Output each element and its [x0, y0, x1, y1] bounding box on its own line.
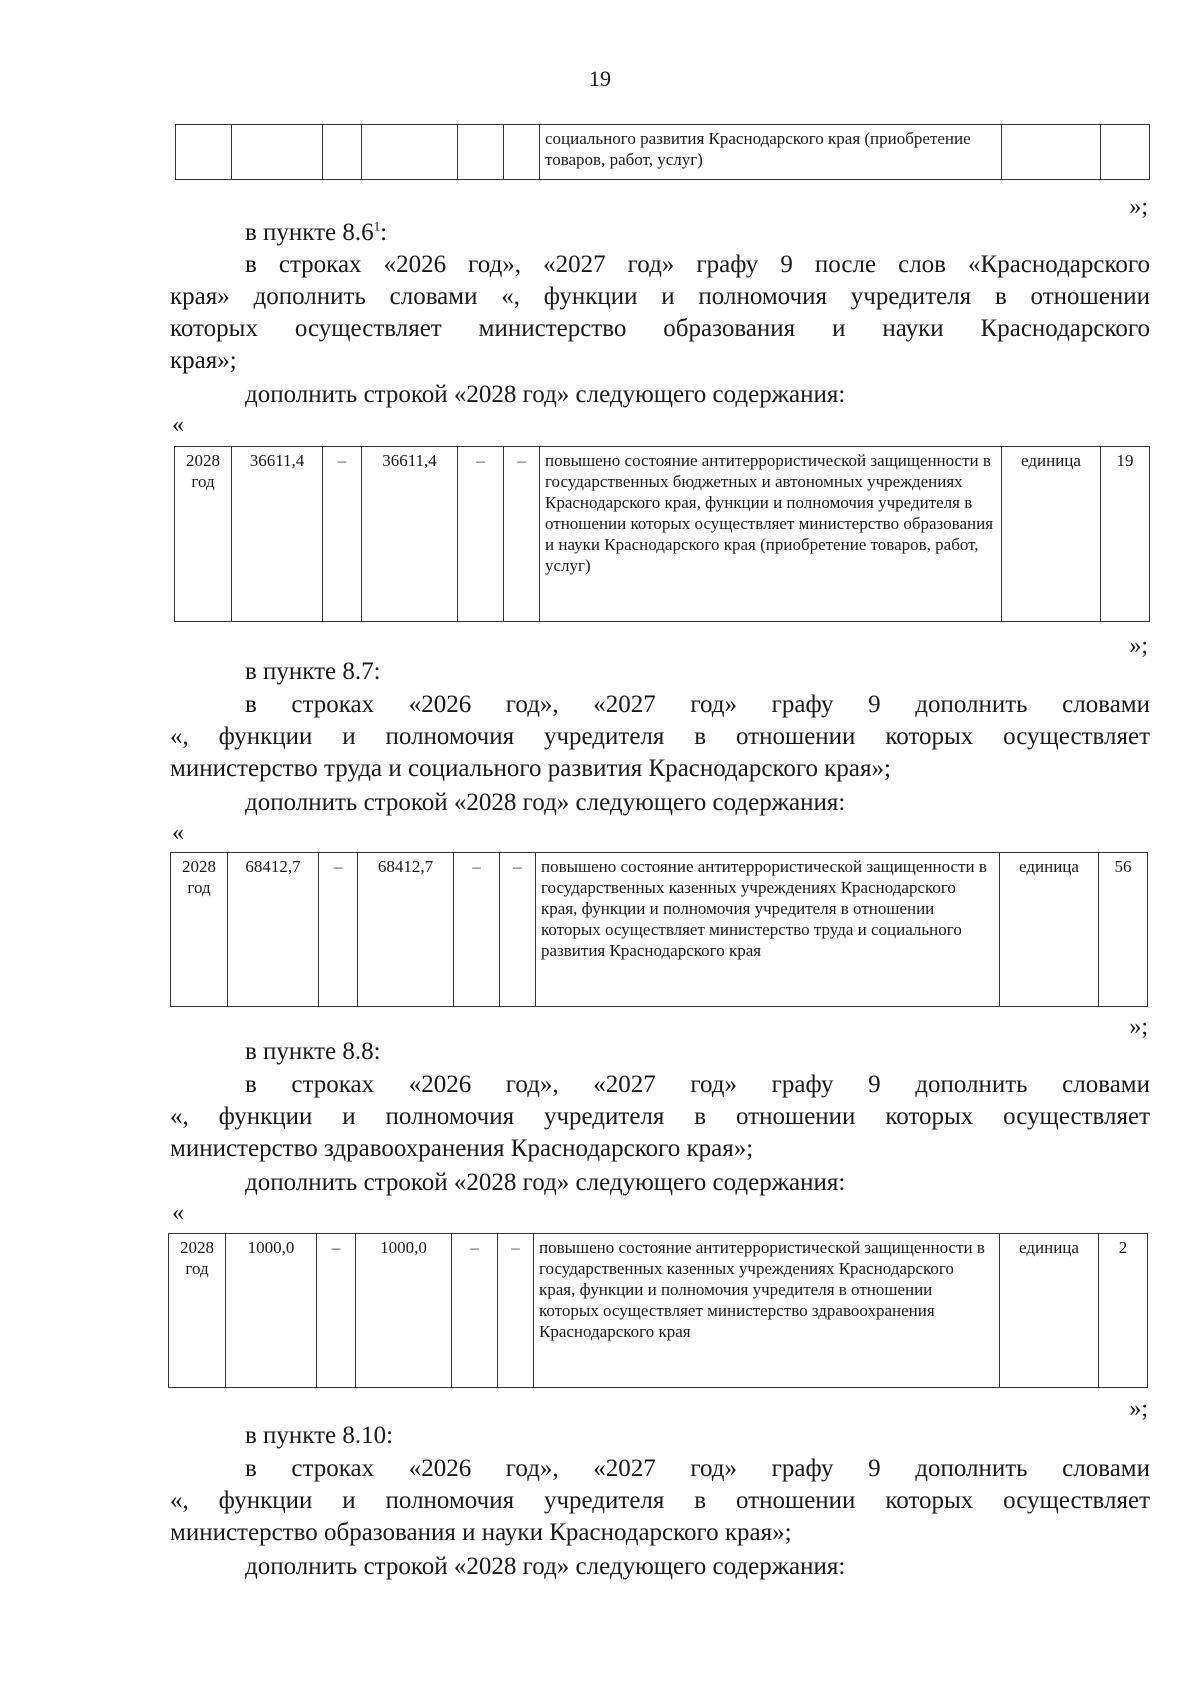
body-line: края»;	[170, 347, 237, 374]
table-cell-dash: –	[323, 447, 362, 622]
table-cell-dash: –	[500, 853, 536, 1007]
table-cell-amount: 36611,4	[232, 447, 323, 622]
table-cell-year: 2028 год	[175, 447, 232, 622]
table-2028-row	[168, 1233, 1148, 1388]
table-cell-dash: –	[452, 1234, 498, 1388]
table-cell-description: социального развития Краснодарского края (приобретение товаров, работ, услуг)	[540, 125, 1002, 180]
table-cell-description: повышено состояние антитеррористической защищенности в государственных казенных учреждениях Краснодарского края, функции и полномочия учредителя в отношении которых осуществляет министерство труда и социального развития Краснодарского края	[536, 853, 1000, 1007]
closing-quote-mark: »;	[1129, 1396, 1148, 1422]
table-continuation	[175, 124, 1150, 180]
body-line: в строках «2026 год», «2027 год» графу 9 дополнить словами	[245, 1071, 1150, 1098]
closing-quote-mark: »;	[1129, 1014, 1148, 1040]
table-2028-row	[174, 446, 1150, 622]
table-cell-description: повышено состояние антитеррористической защищенности в государственных казенных учреждениях Краснодарского края, функции и полномочия учредителя в отношении которых осуществляет министерство здравоохранения Краснодарского края	[534, 1234, 1000, 1388]
table-cell-value: 56	[1099, 853, 1148, 1007]
body-line: министерство образования и науки Краснодарского края»;	[170, 1519, 792, 1546]
table-cell-dash: –	[458, 447, 504, 622]
add-row-instruction: дополнить строкой «2028 год» следующего содержания:	[245, 789, 846, 816]
body-line: министерство труда и социального развития Краснодарского края»;	[170, 755, 891, 782]
table-cell-dash: –	[504, 447, 540, 622]
body-line: «, функции и полномочия учредителя в отношении которых осуществляет	[170, 723, 1150, 750]
table-cell-amount: 1000,0	[226, 1234, 317, 1388]
table-cell-amount: 36611,4	[362, 447, 458, 622]
body-line: в строках «2026 год», «2027 год» графу 9 дополнить словами	[245, 1455, 1150, 1482]
table-cell-dash: –	[498, 1234, 534, 1388]
section-heading: в пункте 8.10:	[245, 1422, 394, 1449]
body-line: министерство здравоохранения Краснодарского края»;	[170, 1135, 754, 1162]
section-heading: в пункте 8.7:	[245, 658, 381, 685]
opening-quote-mark: «	[172, 820, 184, 846]
page-number: 19	[589, 66, 611, 91]
table-cell-value: 2	[1099, 1234, 1148, 1388]
table-cell-unit: единица	[1002, 447, 1101, 622]
table-row	[169, 1234, 1148, 1388]
section-heading: в пункте 8.8:	[245, 1038, 381, 1065]
section-heading: в пункте $8.6^1$:	[245, 218, 388, 246]
table-cell-value: 19	[1101, 447, 1150, 622]
table-cell-year: 2028 год	[171, 853, 228, 1007]
body-line: в строках «2026 год», «2027 год» графу 9 дополнить словами	[245, 691, 1150, 718]
opening-quote-mark: «	[172, 412, 184, 438]
add-row-instruction: дополнить строкой «2028 год» следующего содержания:	[245, 1553, 846, 1580]
closing-quote-mark: »;	[1129, 633, 1148, 659]
table-cell-dash: –	[319, 853, 358, 1007]
opening-quote-mark: «	[172, 1200, 184, 1226]
table-2028-row	[170, 852, 1148, 1007]
table-cell-dash: –	[454, 853, 500, 1007]
table-row	[171, 853, 1148, 1007]
body-line: «, функции и полномочия учредителя в отношении которых осуществляет	[170, 1487, 1150, 1514]
table-cell-amount: 68412,7	[358, 853, 454, 1007]
body-line: в строках «2026 год», «2027 год» графу 9 после слов «Краснодарского	[245, 251, 1150, 278]
table-cell-unit: единица	[1000, 853, 1099, 1007]
body-line: края» дополнить словами «, функции и полномочия учредителя в отношении	[170, 283, 1150, 310]
add-row-instruction: дополнить строкой «2028 год» следующего содержания:	[245, 381, 846, 408]
table-cell-description: повышено состояние антитеррористической защищенности в государственных бюджетных и автономных учреждениях Краснодарского края, функции и полномочия учредителя в отношении которых осуществляет министерство образования и науки Краснодарского края (приобретение товаров, работ, услуг)	[540, 447, 1002, 622]
body-line: «, функции и полномочия учредителя в отношении которых осуществляет	[170, 1103, 1150, 1130]
table-cell-dash: –	[317, 1234, 356, 1388]
table-cell-amount: 1000,0	[356, 1234, 452, 1388]
closing-quote-mark: »;	[1129, 194, 1148, 220]
table-row	[176, 125, 1150, 180]
body-line: которых осуществляет министерство образования и науки Краснодарского	[170, 315, 1150, 342]
add-row-instruction: дополнить строкой «2028 год» следующего содержания:	[245, 1169, 846, 1196]
table-cell-year: 2028 год	[169, 1234, 226, 1388]
table-row	[175, 447, 1150, 622]
table-cell-unit: единица	[1000, 1234, 1099, 1388]
table-cell-amount: 68412,7	[228, 853, 319, 1007]
